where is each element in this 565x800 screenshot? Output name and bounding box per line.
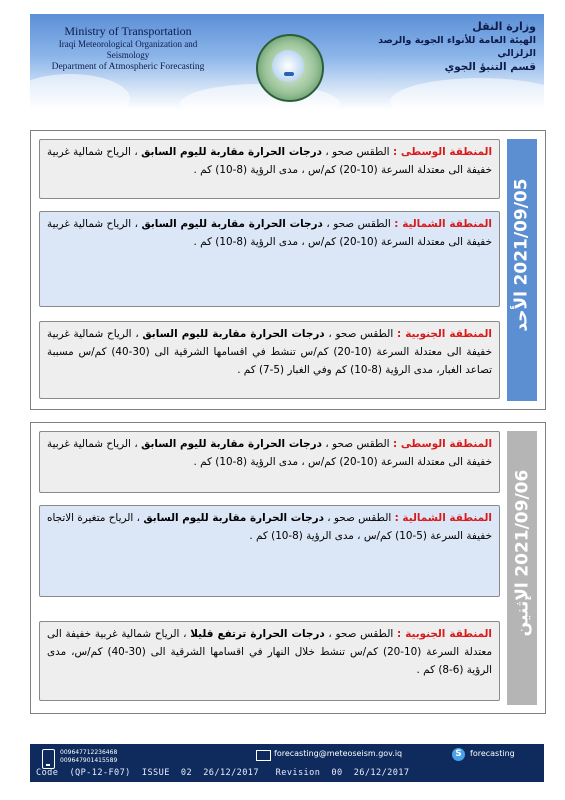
region-label: المنطقة الجنوبية : [397, 628, 492, 640]
organization-name-en: Iraqi Meteorological Organization and Seismology [58, 39, 198, 61]
forecast-card-central [39, 139, 500, 199]
forecast-card-south [39, 321, 500, 399]
region-label: المنطقة الشمالية : [394, 218, 492, 230]
weather-condition: الطقس صحو ، [324, 328, 397, 340]
email-link[interactable]: forecasting@meteoseism.gov.iq [274, 749, 403, 758]
wind-visibility: ، الرياح شمالية غربية خفيفة الى معتدلة السرعة (10-20) كم/س تنشط في اقسامها الشرقية الى (30-40) كم/س مسببة تصاعد الغبار، مدى الرؤية (8-10) كم وفي الغبار (5-7) كم . [47, 328, 492, 376]
forecast-day-1 [30, 130, 546, 410]
skype-handle[interactable]: forecasting [470, 749, 515, 758]
document-code: Code (QP-12-F07) ISSUE 02 26/12/2017 Revision 00 26/12/2017 [36, 768, 410, 778]
region-label: المنطقة الوسطى : [392, 146, 493, 158]
weather-condition: الطقس صحو ، [323, 512, 395, 524]
weather-condition: الطقس صحو ، [324, 628, 397, 640]
phone-number[interactable]: 009647712236468 [60, 749, 118, 756]
forecast-card-south [39, 621, 500, 701]
cloud-decoration [390, 78, 544, 110]
wind-visibility: ، الرياح شمالية غربية خفيفة الى معتدلة السرعة (10-20) كم/س ، مدى الرؤية (8-10) كم . [47, 438, 492, 468]
wind-visibility: ، الرياح متغيرة الاتجاه خفيفة السرعة (5-10) كم/س ، مدى الرؤية (8-10) كم . [47, 512, 492, 542]
ministry-name-en: Ministry of Transportation [64, 24, 192, 38]
forecast-card-north [39, 505, 500, 597]
weather-condition: الطقس صحو ، [322, 218, 395, 230]
wind-visibility: ، الرياح شمالية غربية خفيفة الى معتدلة السرعة (10-20) كم/س ، مدى الرؤية (8-10) كم . [47, 146, 492, 176]
department-name-en: Department of Atmospheric Forecasting [51, 61, 205, 72]
temperature-trend: درجات الحرارة مقاربة لليوم السابق [141, 218, 323, 230]
temperature-trend: درجات الحرارة مقاربة لليوم السابق [142, 328, 325, 340]
cloud-decoration [30, 74, 130, 110]
phone-icon [42, 749, 55, 769]
temperature-trend: درجات الحرارة مقاربة لليوم السابق [141, 438, 322, 450]
temperature-trend: درجات الحرارة ترتفع قليلا [190, 628, 325, 640]
department-name-ar: قسم التنبؤ الجوي [444, 61, 536, 74]
wind-visibility: ، الرياح شمالية غربية خفيفة الى معتدلة السرعة (10-20) كم/س تنشط خلال النهار في اقسامها الشرقية الى (30-40) كم/س، مدى الرؤية (6-8) كم . [47, 628, 493, 676]
temperature-trend: درجات الحرارة مقاربة لليوم السابق [141, 146, 322, 158]
region-label: المنطقة الجنوبية : [396, 328, 492, 340]
organization-logo [256, 34, 324, 102]
english-header [38, 24, 218, 73]
forecast-card-central [39, 431, 500, 493]
organization-name-ar: الهيئة العامة للأنواء الجوية والرصد الزلزالي [378, 34, 536, 59]
day-sidebar [507, 431, 537, 705]
day-sidebar [507, 139, 537, 401]
forecast-day-name: الإثنين [512, 582, 533, 637]
phone-number[interactable]: 009647901415589 [60, 757, 118, 764]
weather-condition: الطقس صحو ، [321, 438, 393, 450]
temperature-trend: درجات الحرارة مقاربة لليوم السابق [143, 512, 324, 524]
ministry-name-ar: وزارة النقل [472, 20, 536, 33]
weather-condition: الطقس صحو ، [321, 146, 393, 158]
footer [30, 744, 544, 782]
arabic-header [346, 20, 536, 75]
region-label: المنطقة الوسطى : [392, 438, 493, 450]
phone-numbers [60, 749, 117, 765]
letterhead [30, 14, 544, 110]
skype-icon: S [452, 748, 465, 761]
region-label: المنطقة الشمالية : [394, 512, 492, 524]
forecast-date: 2021/09/06 [512, 469, 533, 577]
forecast-date: 2021/09/05 [512, 178, 532, 286]
forecast-day-name: الأحد [512, 291, 532, 332]
email-icon [256, 750, 271, 761]
forecast-card-north [39, 211, 500, 307]
wind-visibility: ، الرياح شمالية غربية خفيفة الى معتدلة السرعة (10-20) كم/س ، مدى الرؤية (8-10) كم . [47, 218, 492, 248]
forecast-day-2 [30, 422, 546, 714]
